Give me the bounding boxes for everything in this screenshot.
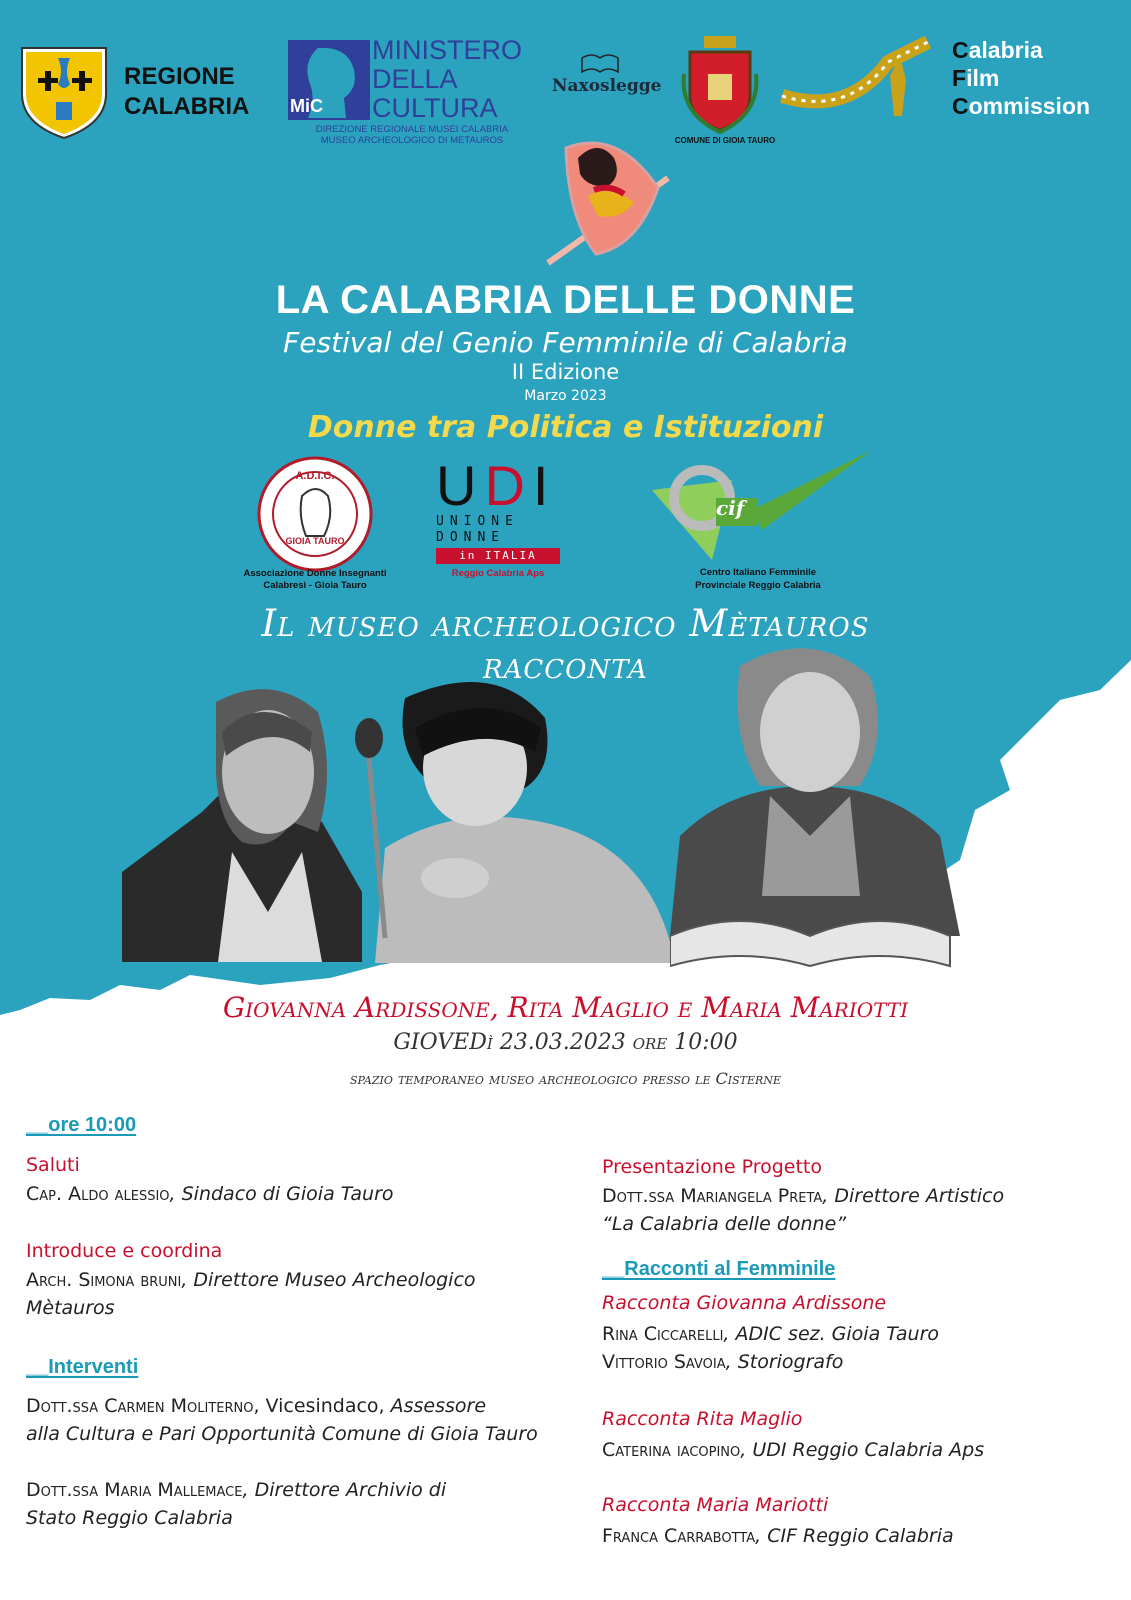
udi-unione: UNIONE (436, 514, 519, 529)
udi-italia-band: in ITALIA (436, 548, 560, 564)
saluti-speaker (26, 1180, 394, 1208)
ministero-sub2: MUSEO ARCHEOLOGICO DI METAUROS (320, 135, 504, 146)
event-venue: spazio temporaneo museo archeologico presso le Cisterne (349, 1069, 781, 1088)
iacopino-name: Caterina iacopino (602, 1439, 741, 1461)
open-book-icon (580, 52, 620, 74)
regione-calabria-emblem-icon (18, 42, 110, 140)
fc-line3: ommission (968, 93, 1091, 119)
udi-logo (436, 454, 560, 594)
introduce-name: Arch. Simona bruni (26, 1269, 182, 1291)
carrabotta-name: Franca Carrabotta (602, 1525, 756, 1547)
adic-caption-line1: Associazione Donne Insegnanti (243, 568, 387, 579)
mic-mark: MiC (290, 96, 323, 116)
preta-role-line1: , Direttore Artistico (822, 1185, 1005, 1207)
saluti-name: Cap. Aldo alessio (26, 1183, 170, 1205)
saluti-label: Saluti (26, 1154, 80, 1176)
maglio-label: Racconta Rita Maglio (602, 1408, 803, 1430)
preta-name: Dott.ssa Mariangela Preta (602, 1185, 823, 1207)
fc-initial-c2: C (952, 93, 969, 119)
udi-letter-d: D (484, 454, 533, 517)
racconti-heading: __Racconti al Femminile (602, 1258, 836, 1280)
cif-mark-text: cif (716, 496, 745, 520)
preta-speaker (602, 1182, 1004, 1238)
ciccarelli-role: , ADIC sez. Gioia Tauro (723, 1323, 939, 1345)
moliterno-name: Dott.ssa Carmen Moliterno (26, 1395, 254, 1417)
ministero-line1: MINISTERO (372, 35, 523, 65)
introduce-role-line1: , Direttore Museo Archeologico (181, 1269, 476, 1291)
mallemace-role-line1: , Direttore Archivio di (242, 1479, 447, 1501)
month-label: Marzo 2023 (524, 388, 607, 404)
comune-coat-of-arms-icon (680, 34, 760, 134)
udi-letter-i: I (532, 454, 557, 517)
edition-label: II Edizione (511, 360, 620, 384)
mallemace-name: Dott.ssa Maria Mallemace (26, 1479, 243, 1501)
moliterno-title: , Vicesindaco, (253, 1395, 391, 1417)
introduce-label: Introduce e coordina (26, 1240, 223, 1262)
mallemace-role-line2: Stato Reggio Calabria (26, 1507, 233, 1529)
iacopino-role: , UDI Reggio Calabria Aps (740, 1439, 985, 1461)
theme-heading: Donne tra Politica e Istituzioni (307, 410, 824, 445)
savoia-role: , Storiografo (725, 1351, 844, 1373)
ministero-sub1: DIREZIONE REGIONALE MUSEI CALABRIA (315, 124, 509, 135)
udi-caption: Reggio Calabria Aps (451, 568, 545, 579)
ministero-text (372, 36, 522, 123)
moliterno-role-line1: Assessore (390, 1395, 487, 1417)
introduce-role-line2: Mètauros (26, 1297, 115, 1319)
moliterno-speaker (26, 1392, 538, 1448)
udi-letter-u: U (436, 454, 485, 517)
regione-line2: CALABRIA (124, 93, 250, 120)
fc-line1: alabria (968, 37, 1043, 63)
cif-caption-line2: Provinciale Reggio Calabria (695, 580, 821, 591)
fc-initial-c: C (952, 37, 969, 63)
cif-mark-icon (652, 450, 872, 570)
museum-heading-line2: racconta (483, 644, 648, 687)
event-date: GIOVEDì 23.03.2023 ore 10:00 (393, 1030, 738, 1055)
mariotti-label: Racconta Maria Mariotti (602, 1494, 829, 1516)
mariotti-speaker (602, 1522, 954, 1550)
ministero-line3: CULTURA (372, 93, 498, 123)
adic-caption (224, 568, 406, 592)
ardissone-label: Racconta Giovanna Ardissone (602, 1292, 887, 1314)
festival-subtitle: Festival del Genio Femminile di Calabria (283, 326, 848, 359)
adic-ring-bottom-text: GIOIA TAURO (285, 536, 345, 546)
naxoslegge-logo: Naxoslegge (552, 76, 662, 96)
savoia-name: Vittorio Savoia (602, 1351, 726, 1373)
regione-calabria-logo (124, 62, 249, 122)
museum-heading-line1: Il museo archeologico Mètauros (261, 602, 870, 645)
festival-boat-emblem-icon (538, 128, 688, 268)
ministero-cultura-logo (288, 35, 536, 146)
maglio-speaker (602, 1436, 984, 1464)
portrait-maria-mariotti (670, 636, 960, 976)
interventi-heading: __Interventi (26, 1356, 139, 1378)
page-title: LA CALABRIA DELLE DONNE (275, 278, 856, 322)
ministero-subtext (288, 124, 536, 146)
regione-line1: REGIONE (124, 63, 235, 90)
fc-initial-f: F (952, 65, 967, 91)
time-heading: __ore 10:00 (26, 1114, 137, 1136)
moliterno-role-line2: alla Cultura e Pari Opportunità Comune di Gioia Tauro (26, 1423, 538, 1445)
portrait-giovanna-ardissone (122, 672, 362, 962)
calabria-film-commission-logo (952, 36, 1090, 120)
adic-caption-line2: Calabresi - Gioia Tauro (263, 580, 367, 591)
carrabotta-role: , CIF Reggio Calabria (755, 1525, 954, 1547)
adic-ring-top-text: A.D.I.C. (295, 470, 335, 482)
honorees-names: Giovanna Ardissone, Rita Maglio e Maria Mariotti (222, 991, 909, 1024)
presentazione-label: Presentazione Progetto (602, 1156, 822, 1178)
preta-role-line2: “La Calabria delle donne” (602, 1213, 847, 1235)
mallemace-speaker (26, 1476, 446, 1532)
udi-donne: DONNE (436, 530, 506, 545)
film-strip-icon (778, 36, 938, 128)
introduce-speaker (26, 1266, 476, 1322)
portrait-rita-maglio (345, 668, 675, 963)
ministero-line2: DELLA (372, 64, 458, 94)
ciccarelli-name: Rina Ciccarelli (602, 1323, 724, 1345)
fc-line2: ilm (966, 65, 1000, 91)
cif-caption (668, 566, 848, 592)
cif-caption-line1: Centro Italiano Femminile (699, 567, 817, 578)
saluti-role: , Sindaco di Gioia Tauro (169, 1183, 394, 1205)
ardissone-speakers (602, 1320, 939, 1376)
comune-caption: COMUNE DI GIOIA TAURO (674, 136, 776, 145)
